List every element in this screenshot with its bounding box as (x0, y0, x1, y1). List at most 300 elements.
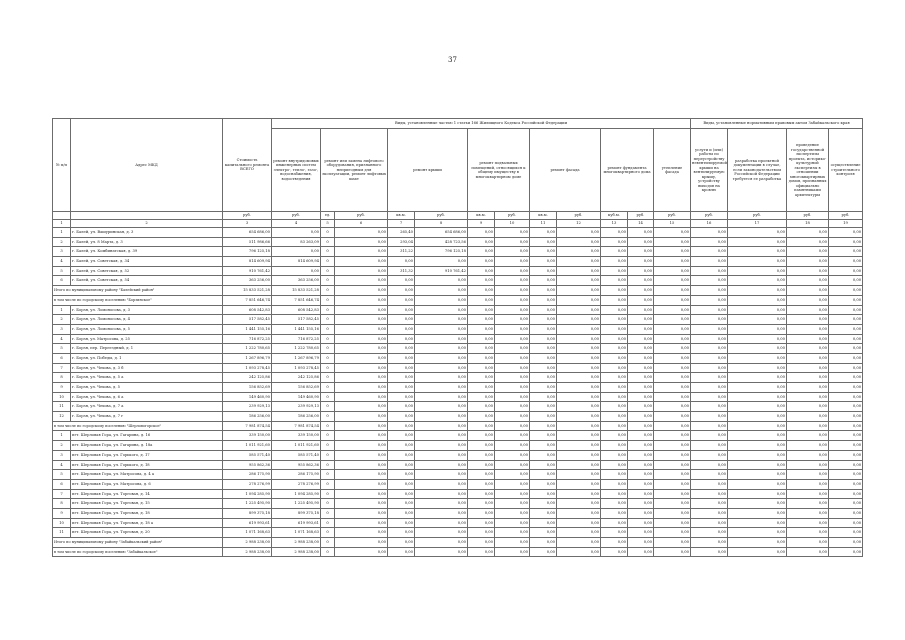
value-cell: 0,00 (335, 344, 388, 354)
value-cell: 0,00 (468, 528, 495, 538)
value-cell: 0,00 (557, 295, 601, 305)
value-cell: 242 125,86 (272, 373, 321, 383)
value-cell: 0,00 (557, 305, 601, 315)
value-cell: 0,00 (495, 547, 530, 557)
value-cell: 0,00 (628, 286, 654, 296)
value-cell: 0,00 (415, 421, 468, 431)
value-cell: 0,00 (829, 489, 863, 499)
unit-label: руб. (223, 212, 272, 220)
value-cell: 0 (321, 450, 335, 460)
subtotal-label: Итого по муниципальному району "Забайкальский район" (53, 538, 223, 548)
row-number-cell: 9 (53, 508, 71, 518)
value-cell: 0,00 (388, 489, 415, 499)
value-cell: 0,00 (728, 489, 787, 499)
value-cell: 0,00 (829, 412, 863, 422)
value-cell: 0,00 (691, 286, 728, 296)
value-cell: 363 256,00 (272, 276, 321, 286)
value-cell: 0,00 (388, 383, 415, 393)
value-cell: 0,00 (654, 257, 691, 267)
row-number-cell: 3 (53, 247, 71, 257)
value-cell: 0,00 (654, 353, 691, 363)
table-row (53, 228, 863, 238)
value-cell: 0,00 (468, 538, 495, 548)
value-cell: 0,00 (557, 373, 601, 383)
value-cell: 0 (321, 499, 335, 509)
value-cell: 0,00 (468, 257, 495, 267)
col-address-header: Адрес МКД (71, 119, 223, 212)
value-cell: 0,00 (468, 460, 495, 470)
value-cell: 0,00 (557, 547, 601, 557)
value-cell: 156 852,69 (223, 383, 272, 393)
value-cell: 0,00 (654, 460, 691, 470)
value-cell: 0 (321, 528, 335, 538)
value-cell: 0,00 (335, 441, 388, 451)
value-cell: 0,00 (557, 383, 601, 393)
value-cell: 0,00 (829, 441, 863, 451)
value-cell: 0,00 (628, 547, 654, 557)
value-cell: 0,00 (829, 373, 863, 383)
value-cell: 0,00 (495, 470, 530, 480)
value-cell: 0,00 (530, 499, 557, 509)
value-cell: 0,00 (654, 518, 691, 528)
value-cell: 0,00 (335, 295, 388, 305)
subtotal-row (53, 538, 863, 548)
table-row (53, 344, 863, 354)
value-cell: 0,00 (335, 528, 388, 538)
value-cell: 0,00 (654, 450, 691, 460)
value-cell: 0,00 (691, 353, 728, 363)
value-cell: 0,00 (530, 450, 557, 460)
value-cell: 186 256,00 (223, 412, 272, 422)
value-cell: 0,00 (728, 373, 787, 383)
table-row (53, 257, 863, 267)
value-cell: 0,00 (628, 392, 654, 402)
value-cell: 0 (321, 392, 335, 402)
value-cell: 0,00 (415, 363, 468, 373)
value-cell: 0,00 (530, 247, 557, 257)
value-cell: 0,00 (628, 538, 654, 548)
unit-label: руб. (272, 212, 321, 220)
row-number-cell: 12 (53, 412, 71, 422)
value-cell: 0,00 (557, 247, 601, 257)
value-cell: 0,00 (495, 324, 530, 334)
value-cell: 0 (321, 479, 335, 489)
value-cell: 899 375,18 (272, 508, 321, 518)
value-cell: 608 542,83 (272, 305, 321, 315)
value-cell: 0,00 (495, 373, 530, 383)
value-cell: 0 (321, 237, 335, 247)
row-number-cell: 7 (53, 363, 71, 373)
address-cell: г. Борзя, ул. Чехова, д. 5 (71, 383, 223, 393)
column-index: 5 (321, 220, 335, 228)
value-cell: 0,00 (388, 344, 415, 354)
value-cell: 0,00 (787, 266, 829, 276)
value-cell: 0,00 (468, 547, 495, 557)
value-cell: 0 (321, 286, 335, 296)
address-cell: г. Борзя, ул. Чехова, д. 6 а (71, 392, 223, 402)
value-cell: 0,00 (654, 334, 691, 344)
value-cell: 0,00 (829, 237, 863, 247)
value-cell: 0,00 (787, 286, 829, 296)
value-cell: 0,00 (388, 334, 415, 344)
value-cell: 0,00 (468, 479, 495, 489)
value-cell: 0,00 (787, 276, 829, 286)
value-cell: 0,00 (728, 431, 787, 441)
value-cell: 0,00 (388, 431, 415, 441)
value-cell: 0,00 (530, 266, 557, 276)
row-number-cell: 11 (53, 402, 71, 412)
value-cell: 0 (321, 412, 335, 422)
unit-label: руб. (787, 212, 829, 220)
address-cell: г. Борзя, ул. Чехова, д. 5 а (71, 373, 223, 383)
value-cell: 0,00 (728, 276, 787, 286)
value-cell: 0,00 (691, 431, 728, 441)
value-cell: 0,00 (335, 421, 388, 431)
value-cell: 0,00 (557, 363, 601, 373)
value-cell: 0,00 (728, 547, 787, 557)
value-cell: 0,00 (728, 228, 787, 238)
band-regional-header: Виды, установленные нормативным правовым актом Забайкальского края (691, 119, 863, 129)
value-cell: 0,00 (787, 460, 829, 470)
value-cell: 0 (321, 470, 335, 480)
address-cell: пгт. Шерловая Гора, ул. Горького, д. 18 (71, 460, 223, 470)
value-cell: 0,00 (415, 470, 468, 480)
value-cell: 0 (321, 247, 335, 257)
value-cell: 0,00 (335, 450, 388, 460)
address-cell: г. Балей, ул. Советская, д. 54 (71, 276, 223, 286)
value-cell: 0,00 (335, 247, 388, 257)
value-cell: 0,00 (468, 276, 495, 286)
value-cell: 15 833 521,28 (272, 286, 321, 296)
value-cell: 0,00 (628, 315, 654, 325)
value-cell: 0 (321, 305, 335, 315)
value-cell: 0,00 (388, 363, 415, 373)
value-cell: 0,00 (468, 441, 495, 451)
value-cell: 0,00 (601, 431, 628, 441)
value-cell: 2 988 238,00 (272, 547, 321, 557)
value-cell: 0,00 (388, 402, 415, 412)
value-cell: 0,00 (829, 460, 863, 470)
table-row (53, 528, 863, 538)
value-cell: 0,00 (415, 402, 468, 412)
value-cell: 0,00 (601, 460, 628, 470)
value-cell: 0,00 (335, 373, 388, 383)
value-cell: 0,00 (691, 344, 728, 354)
value-cell: 0,00 (728, 353, 787, 363)
value-cell: 293,04 (388, 237, 415, 247)
value-cell: 0,00 (468, 508, 495, 518)
value-cell: 0,00 (530, 286, 557, 296)
value-cell: 149 460,90 (272, 392, 321, 402)
value-cell: 0,00 (388, 276, 415, 286)
value-cell: 0,00 (691, 247, 728, 257)
value-cell: 0,00 (787, 547, 829, 557)
value-cell: 955 862,36 (223, 460, 272, 470)
column-index: 1 (53, 220, 71, 228)
value-cell: 0,00 (530, 276, 557, 286)
value-cell: 0,00 (787, 499, 829, 509)
unit-label: куб.м. (601, 212, 628, 220)
value-cell: 0,00 (601, 295, 628, 305)
value-cell: 0,00 (691, 412, 728, 422)
value-cell: 0,00 (557, 431, 601, 441)
value-cell: 0,00 (388, 295, 415, 305)
row-number-cell: 2 (53, 315, 71, 325)
value-cell: 156 852,69 (272, 383, 321, 393)
value-cell: 0,00 (691, 441, 728, 451)
value-cell: 0 (321, 538, 335, 548)
value-cell: 0,00 (415, 460, 468, 470)
value-cell: 0,00 (628, 489, 654, 499)
value-cell: 0,00 (335, 276, 388, 286)
value-cell: 363 256,00 (223, 276, 272, 286)
value-cell: 0,00 (787, 528, 829, 538)
value-cell: 0,00 (628, 431, 654, 441)
value-cell: 0,00 (388, 499, 415, 509)
address-cell: пгт. Шерловая Гора, ул. Торговая, д. 20 (71, 528, 223, 538)
value-cell: 0,00 (654, 421, 691, 431)
value-cell: 0,00 (530, 470, 557, 480)
value-cell: 428 723,56 (415, 237, 468, 247)
value-cell: 0,00 (601, 508, 628, 518)
work-type-header: ремонт подвальных помещений, относящихся к общему имуществу в многоквартирном доме (468, 129, 530, 212)
value-cell: 619 993,61 (223, 518, 272, 528)
value-cell: 0,00 (787, 441, 829, 451)
value-cell: 0 (321, 518, 335, 528)
address-cell: пгт. Шерловая Гора, ул. Гагарина, д. 18а (71, 441, 223, 451)
value-cell: 0,00 (530, 479, 557, 489)
value-cell: 0,00 (728, 363, 787, 373)
value-cell: 0,00 (728, 528, 787, 538)
value-cell: 0,00 (728, 450, 787, 460)
value-cell: 0,00 (468, 286, 495, 296)
value-cell: 0,00 (557, 228, 601, 238)
value-cell: 186 256,00 (272, 412, 321, 422)
column-index: 6 (335, 220, 388, 228)
column-index: 18 (787, 220, 829, 228)
value-cell: 0,00 (787, 489, 829, 499)
value-cell: 654 686,00 (223, 228, 272, 238)
value-cell: 0,00 (272, 228, 321, 238)
value-cell: 0 (321, 315, 335, 325)
value-cell: 0,00 (787, 431, 829, 441)
units-row (53, 212, 863, 220)
address-cell: пгт. Шерловая Гора, ул. Торговая, д. 18 а (71, 518, 223, 528)
value-cell: 0,00 (468, 315, 495, 325)
value-cell: 239 929,13 (272, 402, 321, 412)
value-cell: 0,00 (728, 518, 787, 528)
value-cell: 0,00 (495, 295, 530, 305)
value-cell: 286 175,90 (272, 470, 321, 480)
value-cell: 0,00 (468, 450, 495, 460)
value-cell: 0,00 (691, 392, 728, 402)
value-cell: 0,00 (601, 276, 628, 286)
value-cell: 0,00 (829, 344, 863, 354)
value-cell: 0,00 (495, 441, 530, 451)
table-row (53, 247, 863, 257)
value-cell: 0,00 (691, 315, 728, 325)
subtotal-label: в том числе по городскому поселению "Борзинское" (53, 295, 223, 305)
value-cell: 0,00 (415, 431, 468, 441)
address-cell: г. Борзя, ул. Чехова, д. 7 г (71, 412, 223, 422)
column-index: 4 (272, 220, 321, 228)
subtotal-label: в том числе по городскому поселению "Шерловогорское" (53, 421, 223, 431)
value-cell: 0,00 (557, 499, 601, 509)
value-cell: 585 571,40 (223, 450, 272, 460)
value-cell: 0,00 (654, 276, 691, 286)
column-index: 9 (468, 220, 495, 228)
value-cell: 0,00 (787, 353, 829, 363)
address-cell: г. Балей, ул. Советская, д. 52 (71, 266, 223, 276)
value-cell: 0,00 (530, 383, 557, 393)
value-cell: 0,00 (557, 334, 601, 344)
register-table (52, 118, 863, 557)
value-cell: 0,00 (628, 518, 654, 528)
value-cell: 1 225 495,90 (223, 499, 272, 509)
value-cell: 0,00 (601, 547, 628, 557)
value-cell: 0,00 (628, 450, 654, 460)
value-cell: 0,00 (530, 334, 557, 344)
value-cell: 0,00 (628, 334, 654, 344)
value-cell: 0,00 (415, 518, 468, 528)
address-cell: г. Борзя, ул. Ломоносова, д. 4 (71, 315, 223, 325)
value-cell: 7 981 874,54 (223, 421, 272, 431)
unit-label: руб. (415, 212, 468, 220)
value-cell: 2 988 238,00 (223, 547, 272, 557)
value-cell: 278 276,99 (223, 479, 272, 489)
value-cell: 0,00 (829, 479, 863, 489)
value-cell: 0,00 (654, 324, 691, 334)
value-cell: 0,00 (557, 479, 601, 489)
value-cell: 0,00 (557, 353, 601, 363)
value-cell: 0,00 (787, 402, 829, 412)
value-cell: 0,00 (628, 237, 654, 247)
value-cell: 585 571,40 (272, 450, 321, 460)
table-row (53, 508, 863, 518)
value-cell: 0,00 (530, 373, 557, 383)
value-cell: 0,00 (530, 508, 557, 518)
column-index: 19 (829, 220, 863, 228)
value-cell: 0,00 (691, 305, 728, 315)
value-cell: 0,00 (654, 305, 691, 315)
table-row (53, 441, 863, 451)
value-cell: 0,00 (530, 344, 557, 354)
table-row (53, 266, 863, 276)
unit-label: руб. (495, 212, 530, 220)
row-number-cell: 6 (53, 276, 71, 286)
value-cell: 0,00 (557, 392, 601, 402)
value-cell: 311,22 (388, 247, 415, 257)
value-cell: 0 (321, 373, 335, 383)
value-cell: 0,00 (628, 499, 654, 509)
row-number-cell: 4 (53, 460, 71, 470)
value-cell: 0,00 (654, 441, 691, 451)
value-cell: 0,00 (415, 479, 468, 489)
unit-label: кв.м. (530, 212, 557, 220)
value-cell: 0,00 (530, 441, 557, 451)
value-cell: 0,00 (557, 324, 601, 334)
value-cell: 0 (321, 421, 335, 431)
value-cell: 0,00 (628, 247, 654, 257)
value-cell: 0,00 (787, 373, 829, 383)
value-cell: 0,00 (468, 412, 495, 422)
value-cell: 0,00 (691, 518, 728, 528)
value-cell: 239 929,13 (223, 402, 272, 412)
value-cell: 0,00 (335, 305, 388, 315)
value-cell: 0,00 (530, 228, 557, 238)
value-cell: 0,00 (728, 383, 787, 393)
value-cell: 0,00 (601, 441, 628, 451)
register-body (53, 228, 863, 557)
value-cell: 0,00 (415, 315, 468, 325)
value-cell: 0,00 (654, 286, 691, 296)
value-cell: 1 093 278,45 (223, 363, 272, 373)
value-cell: 0,00 (495, 508, 530, 518)
value-cell: 83 263,09 (272, 237, 321, 247)
value-cell: 0,00 (628, 402, 654, 412)
value-cell: 0,00 (787, 538, 829, 548)
value-cell: 0,00 (468, 383, 495, 393)
value-cell: 265,40 (388, 228, 415, 238)
value-cell: 1 011 921,60 (272, 441, 321, 451)
value-cell: 0,00 (495, 479, 530, 489)
value-cell: 0,00 (628, 373, 654, 383)
value-cell: 0,00 (415, 286, 468, 296)
row-number-cell: 1 (53, 228, 71, 238)
value-cell: 0,00 (557, 470, 601, 480)
row-number-cell: 2 (53, 237, 71, 247)
row-number-cell: 1 (53, 431, 71, 441)
value-cell: 0,00 (628, 276, 654, 286)
address-cell: г. Балей, ул. Советская, д. 34 (71, 257, 223, 267)
value-cell: 0,00 (691, 228, 728, 238)
value-cell: 0,00 (530, 353, 557, 363)
address-cell: г. Борзя, ул. Чехова, д. 7 а (71, 402, 223, 412)
value-cell: 0,00 (654, 538, 691, 548)
value-cell: 0,00 (829, 276, 863, 286)
value-cell: 2 988 238,00 (272, 538, 321, 548)
value-cell: 0,00 (654, 412, 691, 422)
value-cell: 0,00 (728, 344, 787, 354)
value-cell: 0,00 (388, 412, 415, 422)
value-cell: 0,00 (335, 460, 388, 470)
value-cell: 0,00 (335, 286, 388, 296)
value-cell: 0,00 (691, 276, 728, 286)
column-index-row (53, 220, 863, 228)
column-index: 10 (495, 220, 530, 228)
value-cell: 0,00 (728, 237, 787, 247)
value-cell: 0,00 (601, 421, 628, 431)
value-cell: 0,00 (335, 383, 388, 393)
value-cell: 0,00 (601, 489, 628, 499)
value-cell: 1 267 896,79 (272, 353, 321, 363)
row-number-cell: 9 (53, 383, 71, 393)
value-cell: 0,00 (787, 470, 829, 480)
value-cell: 0,00 (728, 538, 787, 548)
subtotal-row (53, 421, 863, 431)
value-cell: 0,00 (415, 441, 468, 451)
value-cell: 0,00 (691, 295, 728, 305)
value-cell: 0,00 (728, 412, 787, 422)
value-cell: 716 872,25 (223, 334, 272, 344)
value-cell: 0,00 (495, 421, 530, 431)
work-type-header: разработка проектной документации в случае, если законодательством Российской Федерации требуется ее разработка (728, 129, 787, 212)
value-cell: 619 993,61 (272, 518, 321, 528)
value-cell: 0 (321, 431, 335, 441)
row-number-cell: 7 (53, 489, 71, 499)
value-cell: 0,00 (557, 518, 601, 528)
value-cell: 0,00 (388, 392, 415, 402)
